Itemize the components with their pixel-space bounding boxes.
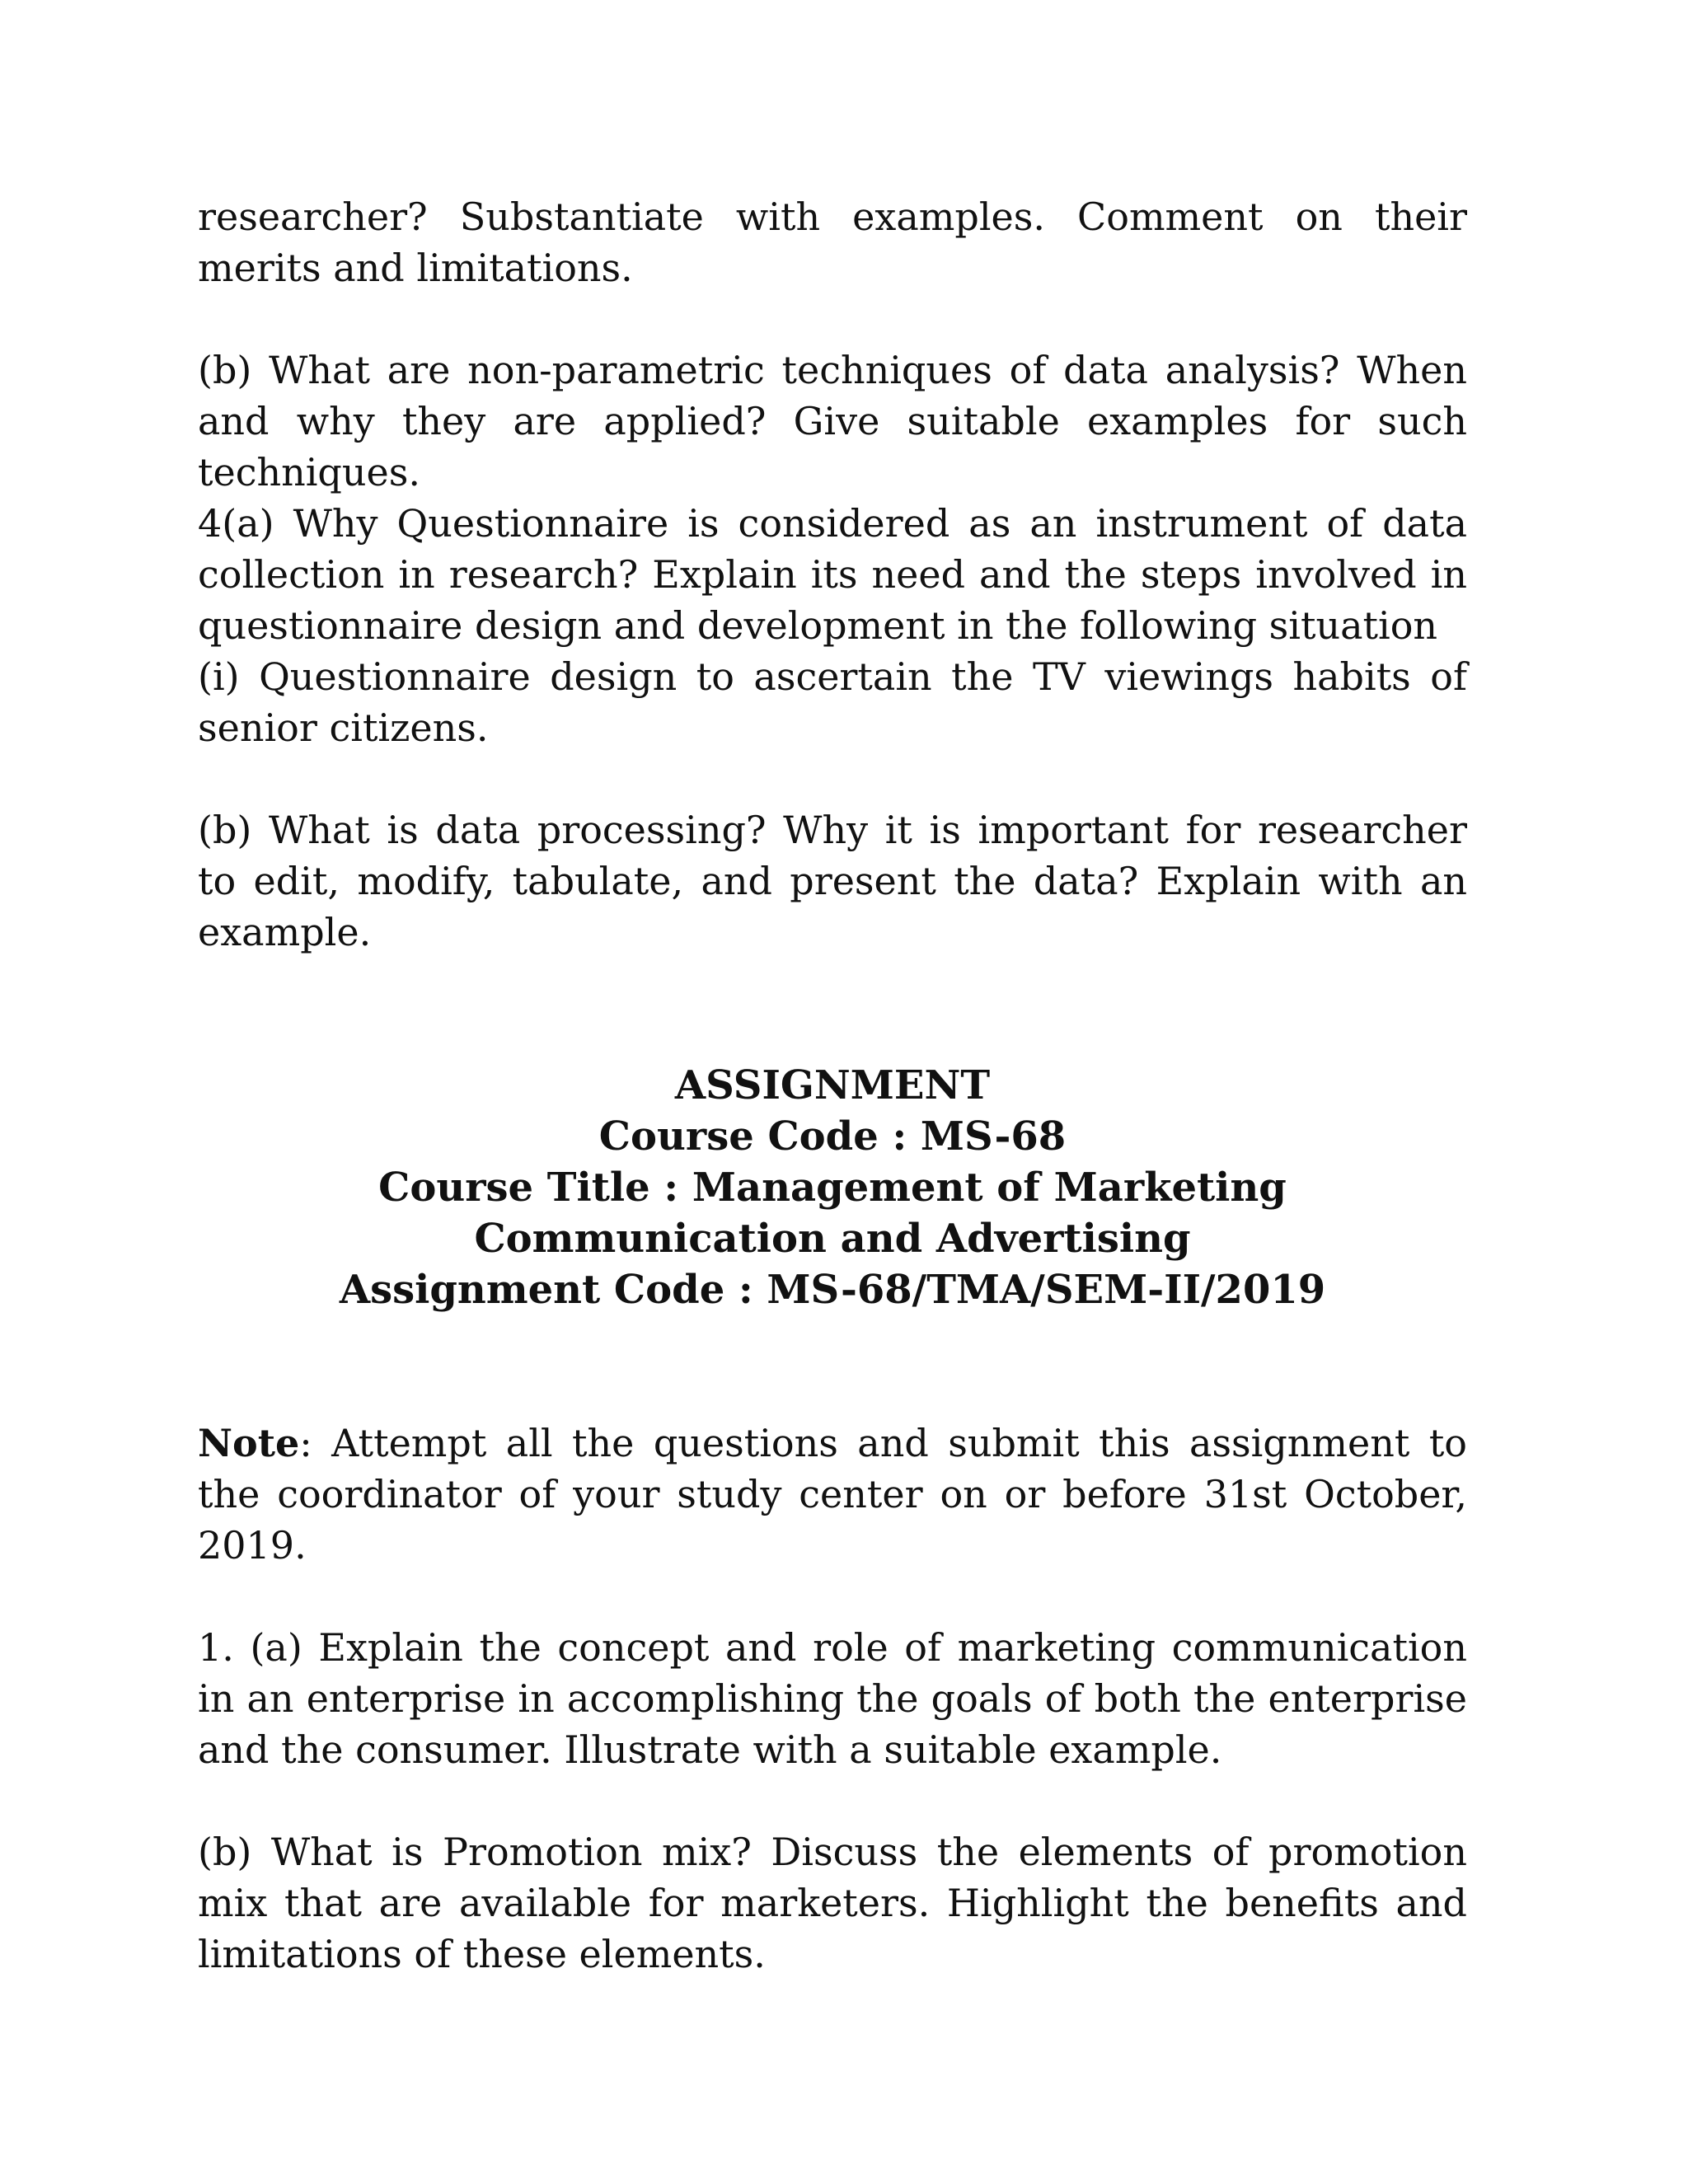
note-label: Note bbox=[198, 1421, 300, 1465]
assignment-heading: ASSIGNMENT bbox=[674, 1062, 991, 1108]
question-1a: 1. (a) Explain the concept and role of marketing communication in an enterprise in accomplishing the goals of both the enterprise and the consumer. Illustrate with a suitable example. bbox=[198, 1625, 1467, 1772]
paragraph-question-4a-i: (i) Questionnaire design to ascertain the TV viewings habits of senior citizens. bbox=[198, 654, 1467, 750]
assignment-code: Assignment Code : MS-68/TMA/SEM-II/2019 bbox=[339, 1267, 1326, 1313]
paragraph-nonparametric: (b) What are non-parametric techniques of data analysis? When and why they are applied? Give suitable examples for such techniques. bbox=[198, 348, 1467, 494]
course-code: Course Code : MS-68 bbox=[598, 1113, 1067, 1160]
note-paragraph bbox=[198, 1418, 1467, 1571]
note-text: : Attempt all the questions and submit this assignment to the coordinator of your study center on or before 31st October, 2019. bbox=[198, 1421, 1467, 1568]
paragraph-researcher: researcher? Substantiate with examples. Comment on their merits and limitations. bbox=[198, 194, 1467, 290]
paragraph-question-4b: (b) What is data processing? Why it is important for researcher to edit, modify, tabulate, and present the data? Explain with an example. bbox=[198, 808, 1467, 954]
page-content bbox=[198, 191, 1467, 1980]
course-title: Course Title : Management of Marketing Communication and Advertising bbox=[378, 1165, 1287, 1262]
paragraph-question-4a: 4(a) Why Questionnaire is considered as an instrument of data collection in research? Explain its need and the steps involved in questionnaire design and development in the following situation bbox=[198, 501, 1467, 648]
question-1b: (b) What is Promotion mix? Discuss the elements of promotion mix that are available for marketers. Highlight the benefits and limitations of these elements. bbox=[198, 1830, 1467, 1976]
